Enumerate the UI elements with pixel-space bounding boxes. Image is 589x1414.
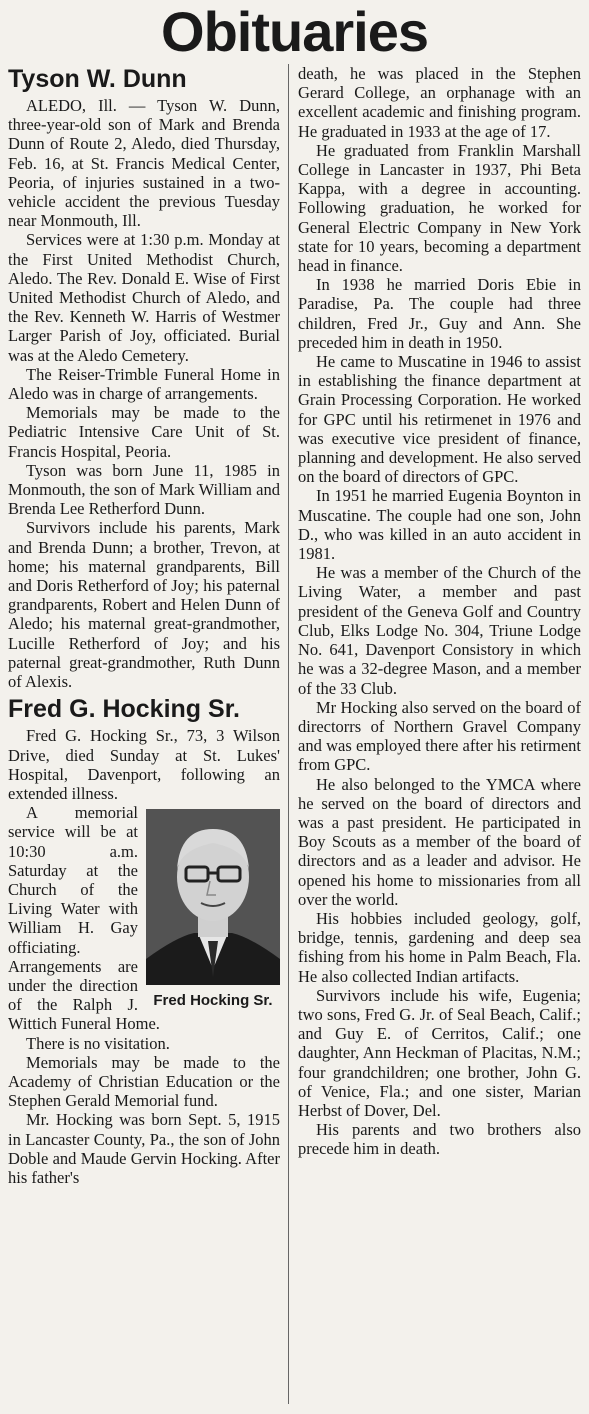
obituary-paragraph: Memorials may be made to the Academy of Christian Education or the Stephen Gerald Memorial fund.	[8, 1052, 280, 1111]
obituary-paragraph: Mr. Hocking was born Sept. 5, 1915 in Lancaster County, Pa., the son of John Doble and Maude Gervin Hocking. After his father's	[8, 1110, 280, 1187]
obituary-paragraph: He came to Muscatine in 1946 to assist in establishing the finance department at Grain Processing Corporation. He worked for GPC until his retirmenet in 1976 and was executive vice president of finance, planning and development. He also served on the board of directors of GPC.	[298, 352, 581, 487]
obituary-paragraph: His hobbies included geology, golf, bridge, tennis, gardening and deep sea fishing from his home in Palm Beach, Fla. He also collected Indian artifacts.	[298, 908, 581, 986]
portrait-image	[146, 809, 280, 985]
obituary-paragraph: Services were at 1:30 p.m. Monday at the First United Methodist Church, Aledo. The Rev. Donald E. Wise of First United Methodist Church of Aledo, and the Rev. Kenneth W. Harris of Westmer Larger Parish of Joy, officiated. Burial was at the Aledo Cemetery.	[8, 230, 280, 365]
portrait-photo	[146, 809, 280, 1010]
obituary-paragraph: Mr Hocking also served on the board of directorrs of Northern Gravel Company and was employed there after his retirment from GPC.	[298, 697, 581, 775]
obituary-paragraph: In 1951 he married Eugenia Boynton in Muscatine. The couple had one son, John D., who was killed in an auto accident in 1981.	[298, 486, 581, 564]
obituary-paragraph: death, he was placed in the Stephen Gerard College, an orphanage with an excellent academic and finishing program. He graduated in 1933 at the age of 17.	[298, 64, 581, 141]
photo-caption: Fred Hocking Sr.	[153, 992, 273, 1010]
obituary-paragraph: Survivors include his wife, Eugenia; two sons, Fred G. Jr. of Seal Beach, Calif.; and Guy E. of Cerritos, Calif.; one daughter, Ann Heckman of Placitas, N.M.; four grandchildren; one brother, John G. of Venice, Fla.; and one sister, Marian Herbst of Dover, Del.	[298, 985, 581, 1120]
obituary-paragraph: Tyson was born June 11, 1985 in Monmouth, the son of Mark William and Brenda Lee Retherford Dunn.	[8, 460, 280, 519]
obituary-paragraph: In 1938 he married Doris Ebie in Paradise, Pa. The couple had three children, Fred Jr., Guy and Ann. She preceded him in death in 1950.	[298, 275, 581, 352]
obituary-name-fred-hocking: Fred G. Hocking Sr.	[8, 695, 240, 724]
obituary-paragraph: His parents and two brothers also precede him in death.	[298, 1120, 581, 1159]
page-title: Obituaries	[161, 0, 428, 63]
obituary-paragraph: ALEDO, Ill. — Tyson W. Dunn, three-year-old son of Mark and Brenda Dunn of Route 2, Aledo, died Thursday, Feb. 16, at St. Francis Medical Center, Peoria, of injuries sustained in a two-vehicle accident the previous Tuesday near Monmouth, Ill.	[8, 96, 280, 231]
obituary-paragraph: Survivors include his parents, Mark and Brenda Dunn; a brother, Trevon, at home; his maternal grandparents, Bill and Doris Retherford of Joy; his paternal grandparents, Robert and Helen Dunn of Aledo; his maternal great-grandmother, Lucille Retherford of Joy; and his paternal great-grandmother, Ruth Dunn of Alexis.	[8, 518, 280, 692]
obituary-paragraph: Memorials may be made to the Pediatric Intensive Care Unit of St. Francis Hospital, Peoria.	[8, 403, 280, 461]
right-column	[298, 64, 581, 1159]
obituary-paragraph: He was a member of the Church of the Living Water, a member and past president of the Geneva Golf and Country Club, Elks Lodge No. 304, Triune Lodge No. 641, Davenport Consistory in which he was a 32-degree Mason, and a member of the 33 Club.	[298, 563, 581, 698]
obituary-paragraph: There is no visitation.	[26, 1033, 170, 1053]
obituary-paragraph: The Reiser-Trimble Funeral Home in Aledo was in charge of arrangements.	[8, 364, 280, 404]
obituary-paragraph: He also belonged to the YMCA where he served on the board of directors and was a past president. He participated in Boy Scouts as a member of the board of directors and as a leader and advisor. He opened his home to missionaries from all over the world.	[298, 774, 581, 909]
obituary-name-tyson-dunn: Tyson W. Dunn	[8, 65, 187, 93]
obituary-paragraph: A memorial service will be at 10:30 a.m. Saturday at the Church of the Living Water with William H. Gay officiating. Arrangements are under the direction of the Ralph J. Wittich Funeral Home.	[8, 803, 160, 1034]
obituary-paragraph: He graduated from Franklin Marshall College in Lancaster in 1937, Phi Beta Kappa, with a degree in accounting. Following graduation, he worked for General Electric Company in New York state for 10 years, becoming a department head in finance.	[298, 140, 581, 276]
column-divider	[288, 64, 289, 1404]
obituary-paragraph: Fred G. Hocking Sr., 73, 3 Wilson Drive, died Sunday at St. Lukes' Hospital, Davenport, following an extended illness.	[8, 726, 280, 803]
left-column	[8, 64, 280, 1187]
